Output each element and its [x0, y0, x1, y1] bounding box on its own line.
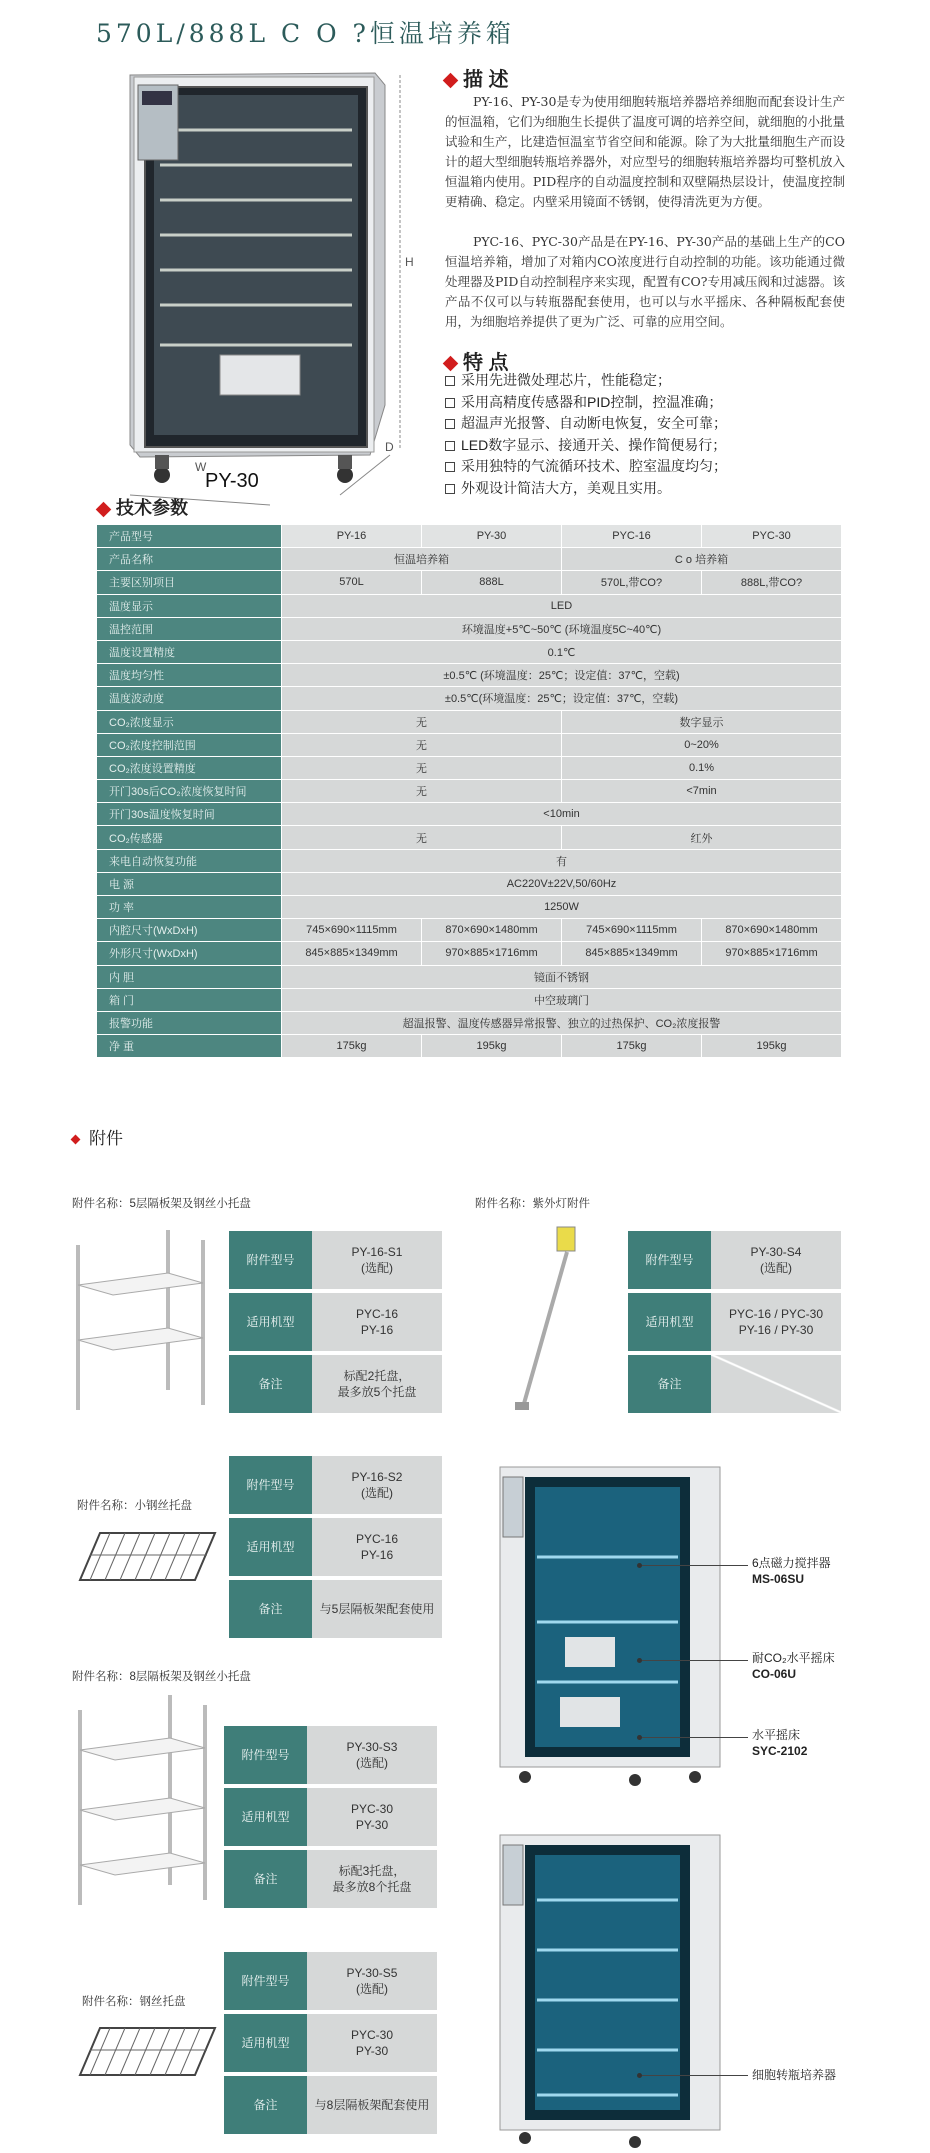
bullet-diamond-icon — [71, 1135, 81, 1145]
accessory-name: 附件名称：8层隔板架及钢丝小托盘 — [72, 1671, 251, 1683]
spec-row — [97, 780, 842, 803]
spec-cell: 845×885×1349mm — [562, 942, 702, 965]
width-label: W — [195, 460, 207, 474]
spec-cell: 恒温培养箱 — [282, 548, 562, 571]
callout-shaker — [752, 1727, 807, 1759]
spec-cell: 745×690×1115mm — [562, 919, 702, 942]
spec-row — [97, 826, 842, 849]
accessory-name: 附件名称：紫外灯附件 — [475, 1198, 590, 1210]
spec-row-label: 主要区别项目 — [97, 571, 282, 594]
callout-line — [640, 1565, 748, 1566]
spec-row — [97, 733, 842, 756]
spec-cell: PY-16 — [282, 525, 422, 548]
callout-magnetic-stirrer — [752, 1555, 831, 1587]
accessory-name: 附件名称：钢丝托盘 — [82, 1996, 186, 2008]
fit-value: PYC-30 PY-30 — [307, 2014, 437, 2072]
spec-cell: 845×885×1349mm — [282, 942, 422, 965]
note-value: 与5层隔板架配套使用 — [312, 1580, 442, 1638]
spec-row-label: 箱 门 — [97, 988, 282, 1011]
spec-row — [97, 919, 842, 942]
spec-row-label: CO₂浓度控制范围 — [97, 733, 282, 756]
spec-cell: <10min — [282, 803, 842, 826]
spec-cell: ±0.5℃ (环境温度：25℃；设定值：37℃，空载) — [282, 664, 842, 687]
spec-row-label: 产品名称 — [97, 548, 282, 571]
callout-code: CO-06U — [752, 1667, 797, 1681]
spec-row-label: 来电自动恢复功能 — [97, 849, 282, 872]
spec-row — [97, 710, 842, 733]
model-key: 附件型号 — [628, 1231, 711, 1289]
model-value: PY-16-S1 (选配) — [312, 1231, 442, 1289]
checkbox-icon — [445, 398, 455, 408]
callout-line — [640, 1737, 748, 1738]
spec-row — [97, 849, 842, 872]
feature-item — [445, 456, 845, 478]
spec-cell: 570L,带CO? — [562, 571, 702, 594]
spec-cell: 环境温度+5℃~50℃ (环境温度5C~40℃) — [282, 617, 842, 640]
spec-cell: AC220V±22V,50/60Hz — [282, 872, 842, 895]
callout-dot — [637, 1563, 642, 1568]
feature-item — [445, 413, 845, 435]
spec-cell: LED — [282, 594, 842, 617]
spec-cell: 有 — [282, 849, 842, 872]
callout-dot — [637, 2073, 642, 2078]
feature-text: 采用高精度传感器和PID控制，控温准确； — [461, 393, 723, 410]
product-image — [100, 55, 450, 510]
checkbox-icon — [445, 419, 455, 429]
note-key: 备注 — [628, 1355, 711, 1413]
model-key: 附件型号 — [229, 1456, 312, 1514]
checkbox-icon — [445, 484, 455, 494]
spec-row — [97, 664, 842, 687]
fit-key: 适用机型 — [628, 1293, 711, 1351]
spec-row — [97, 594, 842, 617]
accessory-table — [229, 1227, 442, 1417]
spec-cell: 红外 — [562, 826, 842, 849]
features-list — [445, 370, 845, 499]
spec-row-label: 报警功能 — [97, 1011, 282, 1034]
spec-row-label: 开门30s温度恢复时间 — [97, 803, 282, 826]
spec-row-label: CO₂浓度设置精度 — [97, 756, 282, 779]
spec-row-label: 温控范围 — [97, 617, 282, 640]
feature-item — [445, 478, 845, 500]
height-label: H — [405, 255, 414, 269]
bullet-diamond-icon — [443, 73, 459, 89]
spec-cell: 0.1% — [562, 756, 842, 779]
note-value: 与8层隔板架配套使用 — [307, 2076, 437, 2134]
product-caption: PY-30 — [205, 470, 259, 492]
spec-heading-text: 技术参数 — [116, 498, 188, 518]
fit-value: PYC-16 PY-16 — [312, 1518, 442, 1576]
spec-cell: 970×885×1716mm — [702, 942, 842, 965]
callout-code: SYC-2102 — [752, 1744, 808, 1758]
spec-cell: 无 — [282, 733, 562, 756]
model-value: PY-30-S3 (选配) — [307, 1726, 437, 1784]
description-paragraph-1: PY-16、PY-30是专为使用细胞转瓶培养器培养细胞而配套设计生产的恒温箱，它们为细胞生长提供了温度可调的培养空间，就细胞的小批量试验和生产，比建造恒温室节省空间和能源。除了为大批量细胞生产而设计的超大型细胞转瓶培养器外，对应型号的细胞转瓶培养器均可整机放入恒温箱内使用。PID程序的自动温度控制和双壁隔热层设计，使温度控制更精确、稳定。内壁采用镜面不锈钢，使得清洗更为方便。 — [445, 94, 846, 209]
spec-row — [97, 617, 842, 640]
spec-cell: 无 — [282, 780, 562, 803]
spec-cell: 超温报警、温度传感器异常报警、独立的过热保护、CO₂浓度报警 — [282, 1011, 842, 1034]
model-key: 附件型号 — [224, 1726, 307, 1784]
checkbox-icon — [445, 376, 455, 386]
note-value: 标配3托盘， 最多放8个托盘 — [307, 1850, 437, 1908]
note-key: 备注 — [224, 2076, 307, 2134]
spec-cell: 195kg — [422, 1035, 562, 1058]
spec-row-label: 电 源 — [97, 872, 282, 895]
spec-row — [97, 687, 842, 710]
callout-name: 细胞转瓶培养器 — [752, 2068, 837, 2082]
fit-key: 适用机型 — [229, 1293, 312, 1351]
feature-item — [445, 392, 845, 414]
spec-row — [97, 965, 842, 988]
spec-cell: 中空玻璃门 — [282, 988, 842, 1011]
depth-label: D — [385, 440, 394, 454]
spec-row — [97, 1011, 842, 1034]
spec-cell: 175kg — [562, 1035, 702, 1058]
accessory-name: 附件名称：小钢丝托盘 — [77, 1500, 192, 1512]
callout-name: 耐CO₂水平摇床 — [752, 1651, 835, 1665]
five-shelf-rack-image — [68, 1225, 218, 1420]
spec-row — [97, 942, 842, 965]
callout-line — [640, 2075, 748, 2076]
description-heading — [445, 63, 509, 92]
spec-heading — [98, 494, 188, 520]
model-value: PY-16-S2 (选配) — [312, 1456, 442, 1514]
fit-value: PYC-30 PY-30 — [307, 1788, 437, 1846]
spec-row — [97, 872, 842, 895]
callout-dot — [637, 1658, 642, 1663]
feature-text: 外观设计简洁大方，美观且实用。 — [461, 479, 671, 496]
spec-row — [97, 1035, 842, 1058]
accessories-heading — [72, 1124, 123, 1149]
spec-row-label: 温度设置精度 — [97, 640, 282, 663]
description-paragraph-2: PYC-16、PYC-30产品是在PY-16、PY-30产品的基础上生产的CO恒温培养箱，增加了对箱内CO浓度进行自动控制的功能。该功能通过微处理器及PID自动控制程序来实现，配置有CO?专用减压阀和过滤器。该产品不仅可以与转瓶器配套使用，也可以与水平摇床、各种隔板配套使用，为细胞培养提供了更为广泛、可靠的应用空间。 — [445, 234, 845, 329]
feature-text: 采用先进微处理芯片，性能稳定； — [461, 372, 671, 388]
spec-cell: 888L — [422, 571, 562, 594]
fit-value: PYC-16 / PYC-30 PY-16 / PY-30 — [711, 1293, 841, 1351]
small-wire-tray-image — [70, 1525, 220, 1595]
callout-roller-bottle — [752, 2067, 836, 2083]
callout-line — [640, 1660, 748, 1661]
accessories-heading-text: 附件 — [89, 1129, 123, 1148]
spec-row-label: CO₂传感器 — [97, 826, 282, 849]
callout-name: 水平摇床 — [752, 1728, 801, 1742]
spec-cell: PYC-30 — [702, 525, 842, 548]
feature-text: LED数字显示、接通开关、操作简便易行； — [461, 436, 727, 453]
fit-key: 适用机型 — [224, 1788, 307, 1846]
spec-cell: 970×885×1716mm — [422, 942, 562, 965]
accessory-table — [224, 1948, 437, 2138]
feature-text: 采用独特的气流循环技术、腔室温度均匀； — [461, 458, 727, 474]
model-key: 附件型号 — [229, 1231, 312, 1289]
accessory-table — [224, 1722, 437, 1912]
feature-item — [445, 370, 845, 392]
spec-row — [97, 525, 842, 548]
fit-value: PYC-16 PY-16 — [312, 1293, 442, 1351]
feature-item — [445, 435, 845, 457]
spec-cell: 870×690×1480mm — [702, 919, 842, 942]
spec-cell: 无 — [282, 826, 562, 849]
spec-cell: 175kg — [282, 1035, 422, 1058]
fit-key: 适用机型 — [229, 1518, 312, 1576]
callout-dot — [637, 1735, 642, 1740]
bullet-diamond-icon — [96, 501, 112, 517]
spec-row-label: 温度波动度 — [97, 687, 282, 710]
features-heading-text: 特 点 — [463, 352, 509, 374]
spec-row — [97, 640, 842, 663]
spec-cell: ±0.5℃(环境温度：25℃；设定值：37℃，空载) — [282, 687, 842, 710]
spec-cell: 0.1℃ — [282, 640, 842, 663]
model-key: 附件型号 — [224, 1952, 307, 2010]
callout-co2-shaker — [752, 1650, 835, 1682]
spec-row — [97, 548, 842, 571]
page-title: 570L/888L C O ?恒温培养箱 — [96, 19, 515, 48]
spec-row-label: 开门30s后CO₂浓度恢复时间 — [97, 780, 282, 803]
spec-row-label: CO₂浓度显示 — [97, 710, 282, 733]
incubator-with-shakers-image — [495, 1462, 730, 1792]
spec-cell: 888L,带CO? — [702, 571, 842, 594]
incubator-with-roller-image — [495, 1830, 730, 2150]
spec-row — [97, 756, 842, 779]
spec-cell: PYC-16 — [562, 525, 702, 548]
accessory-name: 附件名称：5层隔板架及钢丝小托盘 — [72, 1198, 251, 1210]
feature-text: 超温声光报警、自动断电恢复，安全可靠； — [461, 415, 727, 431]
spec-cell: 195kg — [702, 1035, 842, 1058]
spec-cell: 1250W — [282, 896, 842, 919]
checkbox-icon — [445, 462, 455, 472]
spec-cell: 0~20% — [562, 733, 842, 756]
spec-cell: 数字显示 — [562, 710, 842, 733]
spec-row — [97, 988, 842, 1011]
spec-row — [97, 571, 842, 594]
spec-row — [97, 803, 842, 826]
note-value — [711, 1355, 841, 1413]
wire-tray-image — [70, 2020, 220, 2090]
spec-cell: C o 培养箱 — [562, 548, 842, 571]
model-value: PY-30-S5 (选配) — [307, 1952, 437, 2010]
eight-shelf-rack-image — [70, 1690, 220, 1915]
spec-table-body — [97, 525, 842, 1058]
accessory-table — [229, 1452, 442, 1642]
model-value: PY-30-S4 (选配) — [711, 1231, 841, 1289]
spec-row-label: 温度显示 — [97, 594, 282, 617]
note-key: 备注 — [224, 1850, 307, 1908]
spec-row-label: 外形尺寸(WxDxH) — [97, 942, 282, 965]
spec-cell: <7min — [562, 780, 842, 803]
spec-cell: 无 — [282, 710, 562, 733]
spec-cell: 镜面不锈钢 — [282, 965, 842, 988]
spec-row-label: 内腔尺寸(WxDxH) — [97, 919, 282, 942]
spec-row-label: 净 重 — [97, 1035, 282, 1058]
accessory-table — [628, 1227, 841, 1417]
fit-key: 适用机型 — [224, 2014, 307, 2072]
spec-row — [97, 896, 842, 919]
description-heading-text: 描 述 — [463, 69, 509, 91]
spec-cell: 870×690×1480mm — [422, 919, 562, 942]
note-key: 备注 — [229, 1355, 312, 1413]
spec-row-label: 功 率 — [97, 896, 282, 919]
spec-row-label: 温度均匀性 — [97, 664, 282, 687]
spec-row-label: 产品型号 — [97, 525, 282, 548]
uv-lamp-image — [505, 1222, 585, 1422]
spec-cell: PY-30 — [422, 525, 562, 548]
spec-table — [96, 524, 842, 1058]
checkbox-icon — [445, 441, 455, 451]
spec-row-label: 内 胆 — [97, 965, 282, 988]
note-key: 备注 — [229, 1580, 312, 1638]
callout-code: MS-06SU — [752, 1572, 805, 1586]
callout-name: 6点磁力搅拌器 — [752, 1556, 831, 1570]
note-value: 标配2托盘， 最多放5个托盘 — [312, 1355, 442, 1413]
spec-cell: 570L — [282, 571, 422, 594]
spec-cell: 745×690×1115mm — [282, 919, 422, 942]
spec-cell: 无 — [282, 756, 562, 779]
